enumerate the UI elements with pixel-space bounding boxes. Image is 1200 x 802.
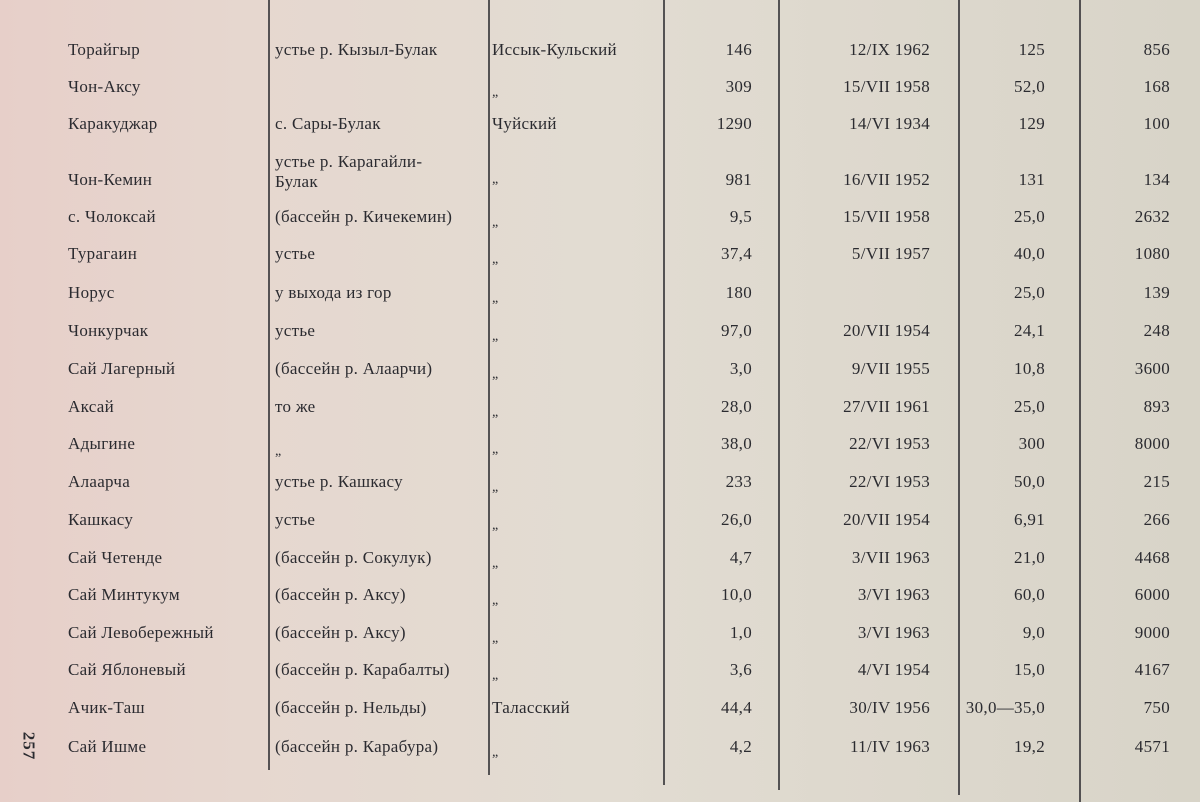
cell-location bbox=[275, 510, 315, 530]
cell-region: „ bbox=[492, 172, 499, 187]
cell-area: 9,5 bbox=[729, 207, 752, 226]
cell-area: 97,0 bbox=[721, 321, 752, 340]
table-row bbox=[0, 152, 1200, 191]
cell-modulus: 2632 bbox=[1134, 207, 1170, 226]
cell-modulus: 893 bbox=[1143, 397, 1170, 416]
cell-area: 28,0 bbox=[721, 397, 752, 416]
cell-length: 25,0 bbox=[1014, 283, 1045, 302]
cell-date: 3/VII 1963 bbox=[851, 548, 930, 567]
cell-date: 5/VII 1957 bbox=[851, 244, 930, 263]
cell-area: 26,0 bbox=[721, 510, 752, 529]
cell-region: „ bbox=[492, 518, 499, 533]
cell-station-name: Адыгине bbox=[68, 434, 136, 453]
cell-date: 3/VI 1963 bbox=[857, 585, 930, 604]
cell-length: 60,0 bbox=[1014, 585, 1045, 604]
cell-location bbox=[275, 698, 427, 718]
cell-location bbox=[275, 283, 392, 303]
cell-area: 233 bbox=[725, 472, 752, 491]
cell-modulus: 9000 bbox=[1134, 623, 1170, 642]
cell-modulus: 6000 bbox=[1134, 585, 1170, 604]
table-row bbox=[0, 283, 1200, 311]
cell-location-line: (бассейн р. Аксу) bbox=[275, 585, 406, 604]
cell-area: 981 bbox=[725, 170, 752, 189]
cell-area: 4,7 bbox=[729, 548, 752, 567]
cell-length: 24,1 bbox=[1014, 321, 1045, 340]
table-row bbox=[0, 207, 1200, 235]
cell-date: 15/VII 1958 bbox=[843, 77, 930, 96]
cell-location-line: то же bbox=[275, 397, 316, 416]
cell-location-line: устье р. Кашкасу bbox=[275, 472, 403, 491]
cell-region: „ bbox=[492, 252, 499, 267]
cell-modulus: 139 bbox=[1143, 283, 1170, 302]
cell-length: 30,0—35,0 bbox=[965, 698, 1045, 717]
cell-region: „ bbox=[492, 291, 499, 306]
cell-area: 37,4 bbox=[721, 244, 752, 263]
cell-location-line: (бассейн р. Аксу) bbox=[275, 623, 406, 642]
cell-region: „ bbox=[492, 215, 499, 230]
cell-location-line: (бассейн р. Алаарчи) bbox=[275, 359, 433, 378]
cell-area: 309 bbox=[725, 77, 752, 96]
cell-station-name: Сай Четенде bbox=[68, 548, 163, 567]
cell-date: 22/VI 1953 bbox=[849, 434, 930, 453]
cell-station-name: Турагаин bbox=[68, 244, 138, 263]
cell-length: 129 bbox=[1018, 114, 1045, 133]
cell-location-line: устье bbox=[275, 244, 316, 263]
cell-area: 38,0 bbox=[721, 434, 752, 453]
cell-station-name: Алаарча bbox=[68, 472, 131, 491]
cell-location-line: (бассейн р. Сокулук) bbox=[275, 548, 432, 567]
cell-location bbox=[275, 623, 406, 643]
table-row bbox=[0, 510, 1200, 538]
cell-length: 10,8 bbox=[1014, 359, 1045, 378]
cell-length: 25,0 bbox=[1014, 207, 1045, 226]
table-row bbox=[0, 40, 1200, 68]
cell-location-line: устье bbox=[275, 321, 316, 340]
cell-region: „ bbox=[492, 668, 499, 683]
cell-modulus: 248 bbox=[1143, 321, 1170, 340]
cell-location bbox=[275, 321, 315, 341]
cell-location bbox=[275, 737, 438, 757]
cell-station-name: Каракуджар bbox=[68, 114, 158, 133]
cell-location bbox=[275, 548, 432, 568]
cell-length: 125 bbox=[1018, 40, 1045, 59]
table-row bbox=[0, 472, 1200, 500]
cell-length: 131 bbox=[1018, 170, 1045, 189]
cell-region: „ bbox=[492, 480, 499, 495]
cell-modulus: 1080 bbox=[1134, 244, 1170, 263]
cell-date: 20/VII 1954 bbox=[843, 510, 930, 529]
cell-station-name: Кашкасу bbox=[68, 510, 134, 529]
cell-area: 1,0 bbox=[729, 623, 752, 642]
cell-date: 3/VI 1963 bbox=[857, 623, 930, 642]
cell-modulus: 134 bbox=[1143, 170, 1170, 189]
cell-modulus: 4571 bbox=[1134, 737, 1170, 756]
cell-modulus: 856 bbox=[1143, 40, 1170, 59]
cell-modulus: 3600 bbox=[1134, 359, 1170, 378]
cell-station-name: Чонкурчак bbox=[68, 321, 149, 340]
table-row bbox=[0, 321, 1200, 349]
cell-area: 146 bbox=[725, 40, 752, 59]
cell-length: 9,0 bbox=[1022, 623, 1045, 642]
table-row bbox=[0, 244, 1200, 272]
cell-station-name: с. Чолоксай bbox=[68, 207, 156, 226]
cell-station-name: Сай Ишме bbox=[68, 737, 147, 756]
cell-area: 10,0 bbox=[721, 585, 752, 604]
cell-region: „ bbox=[492, 593, 499, 608]
cell-region: „ bbox=[492, 745, 499, 760]
cell-location bbox=[275, 359, 432, 379]
cell-area: 1290 bbox=[716, 114, 752, 133]
cell-date: 27/VII 1961 bbox=[843, 397, 930, 416]
cell-date: 30/IV 1956 bbox=[849, 698, 930, 717]
cell-length: 25,0 bbox=[1014, 397, 1045, 416]
cell-area: 3,6 bbox=[729, 660, 752, 679]
cell-location bbox=[275, 244, 315, 264]
cell-station-name: Норус bbox=[68, 283, 115, 302]
cell-region: „ bbox=[492, 85, 499, 100]
cell-length: 21,0 bbox=[1014, 548, 1045, 567]
cell-modulus: 215 bbox=[1143, 472, 1170, 491]
cell-date: 14/VI 1934 bbox=[849, 114, 930, 133]
cell-date: 20/VII 1954 bbox=[843, 321, 930, 340]
cell-region: Иссык-Кульский bbox=[492, 40, 617, 59]
cell-station-name: Чон-Кемин bbox=[68, 170, 153, 189]
cell-station-name: Чон-Аксу bbox=[68, 77, 141, 96]
cell-region: „ bbox=[492, 405, 499, 420]
table-row bbox=[0, 434, 1200, 462]
cell-date: 12/IX 1962 bbox=[849, 40, 930, 59]
table-row bbox=[0, 737, 1200, 765]
cell-location-line: (бассейн р. Кичекемин) bbox=[275, 207, 453, 226]
cell-region: Чуйский bbox=[492, 114, 557, 133]
cell-location bbox=[275, 472, 403, 492]
cell-location bbox=[275, 397, 316, 417]
cell-region: „ bbox=[492, 442, 499, 457]
cell-date: 16/VII 1952 bbox=[843, 170, 930, 189]
cell-location-line: (бассейн р. Нельды) bbox=[275, 698, 427, 717]
cell-length: 6,91 bbox=[1014, 510, 1045, 529]
cell-station-name: Сай Яблоневый bbox=[68, 660, 186, 679]
cell-length: 19,2 bbox=[1014, 737, 1045, 756]
cell-location-line: устье р. Карагайли- bbox=[275, 152, 423, 171]
cell-location-line: устье bbox=[275, 510, 316, 529]
table-row bbox=[0, 397, 1200, 425]
cell-date: 22/VI 1953 bbox=[849, 472, 930, 491]
cell-length: 300 bbox=[1018, 434, 1045, 453]
cell-location bbox=[275, 207, 452, 227]
page-number: 257 bbox=[19, 731, 39, 761]
table-row bbox=[0, 359, 1200, 387]
cell-location-line: (бассейн р. Карабалты) bbox=[275, 660, 450, 679]
cell-modulus: 100 bbox=[1143, 114, 1170, 133]
cell-location-line: „ bbox=[275, 444, 282, 459]
table-row bbox=[0, 660, 1200, 688]
cell-modulus: 168 bbox=[1143, 77, 1170, 96]
cell-length: 15,0 bbox=[1014, 660, 1045, 679]
cell-date: 9/VII 1955 bbox=[851, 359, 930, 378]
cell-region: „ bbox=[492, 329, 499, 344]
cell-location bbox=[275, 40, 437, 60]
table-row bbox=[0, 114, 1200, 142]
table-row bbox=[0, 77, 1200, 105]
cell-location-line: Булак bbox=[275, 172, 318, 191]
cell-length: 52,0 bbox=[1014, 77, 1045, 96]
cell-modulus: 4468 bbox=[1134, 548, 1170, 567]
cell-location bbox=[275, 114, 381, 134]
cell-station-name: Сай Левобережный bbox=[68, 623, 214, 642]
cell-area: 44,4 bbox=[721, 698, 752, 717]
cell-station-name: Сай Лагерный bbox=[68, 359, 176, 378]
cell-modulus: 266 bbox=[1143, 510, 1170, 529]
cell-location-line: у выхода из гор bbox=[275, 283, 392, 302]
table-row bbox=[0, 698, 1200, 726]
cell-station-name: Ачик-Таш bbox=[68, 698, 145, 717]
cell-area: 180 bbox=[725, 283, 752, 302]
cell-date: 11/IV 1963 bbox=[850, 737, 930, 756]
cell-location bbox=[275, 152, 422, 192]
cell-modulus: 4167 bbox=[1134, 660, 1170, 679]
cell-length: 40,0 bbox=[1014, 244, 1045, 263]
cell-date: 4/VI 1954 bbox=[857, 660, 930, 679]
cell-location bbox=[275, 585, 406, 605]
cell-region: „ bbox=[492, 367, 499, 382]
cell-location bbox=[275, 434, 282, 459]
cell-region: „ bbox=[492, 556, 499, 571]
cell-location-line: (бассейн р. Карабура) bbox=[275, 737, 439, 756]
cell-station-name: Аксай bbox=[68, 397, 115, 416]
cell-region: Таласский bbox=[492, 698, 570, 717]
cell-date: 15/VII 1958 bbox=[843, 207, 930, 226]
cell-station-name: Торайгыр bbox=[68, 40, 141, 59]
table-row bbox=[0, 548, 1200, 576]
cell-station-name: Сай Минтукум bbox=[68, 585, 180, 604]
cell-area: 3,0 bbox=[729, 359, 752, 378]
cell-location-line: устье р. Кызыл-Булак bbox=[275, 40, 438, 59]
cell-length: 50,0 bbox=[1014, 472, 1045, 491]
table-row bbox=[0, 585, 1200, 613]
cell-modulus: 8000 bbox=[1134, 434, 1170, 453]
cell-region: „ bbox=[492, 631, 499, 646]
table-row bbox=[0, 623, 1200, 651]
cell-modulus: 750 bbox=[1143, 698, 1170, 717]
cell-area: 4,2 bbox=[729, 737, 752, 756]
cell-location-line: с. Сары-Булак bbox=[275, 114, 381, 133]
cell-location bbox=[275, 660, 450, 680]
